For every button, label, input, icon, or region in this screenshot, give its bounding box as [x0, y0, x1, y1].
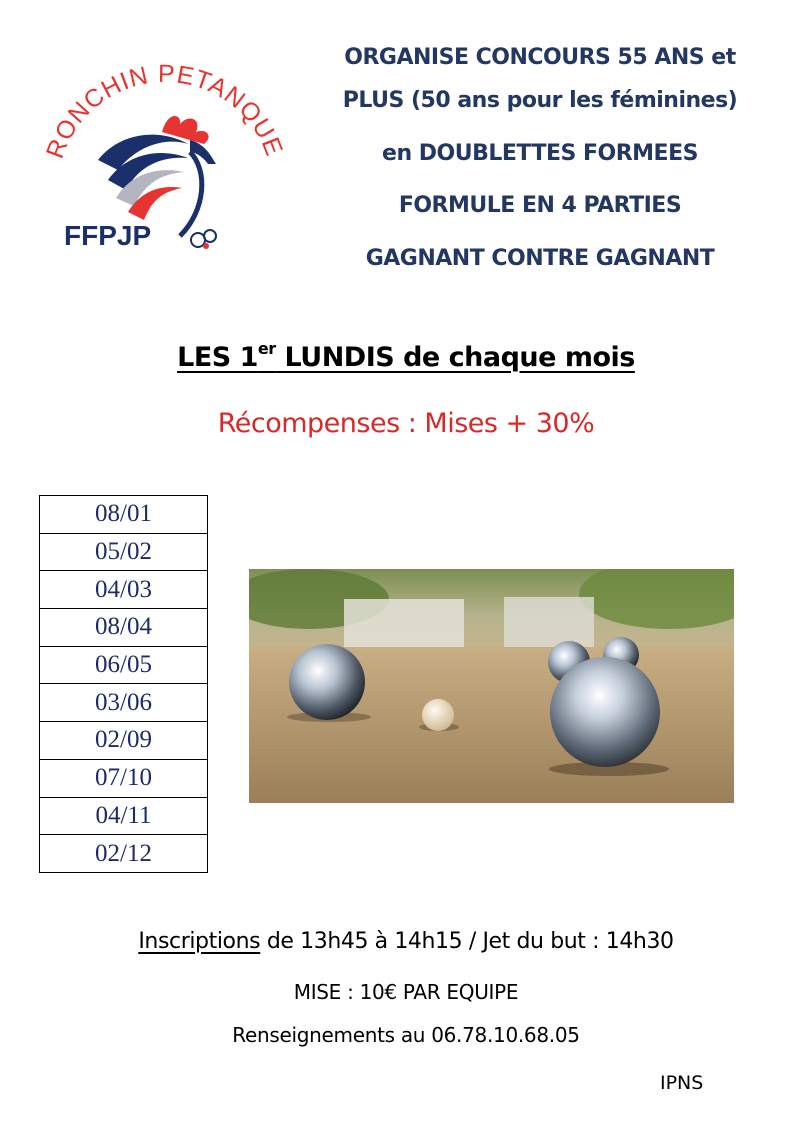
rewards-text: Récompenses : Mises + 30%: [217, 408, 595, 439]
dates-table: [39, 495, 208, 873]
registration-times: de 13h45 à 14h15 / Jet du but : 14h30: [260, 929, 674, 954]
main-heading: [0, 339, 794, 373]
heading-les: LES 1: [177, 342, 258, 373]
rooster-logo-icon: [30, 40, 290, 260]
contact-info: Renseignements au 06.78.10.68.05: [232, 1023, 580, 1047]
date-cell: 02/09: [40, 722, 208, 760]
table-row: [40, 797, 208, 835]
date-cell: 02/12: [40, 835, 208, 873]
heading-superscript: er: [257, 339, 276, 358]
date-cell: 08/01: [40, 496, 208, 534]
club-logo: [30, 40, 290, 260]
header-line-1: ORGANISE CONCOURS 55 ANS et: [344, 45, 736, 70]
registration-text: [0, 929, 794, 954]
ipns-mark: IPNS: [660, 1072, 704, 1094]
header-line-5: GAGNANT CONTRE GAGNANT: [365, 246, 715, 271]
table-row: [40, 533, 208, 571]
header-line-3: en DOUBLETTES FORMEES: [382, 141, 698, 166]
table-row: [40, 759, 208, 797]
logo-club-name: RONCHIN PETANQUE: [40, 59, 289, 163]
table-row: [40, 684, 208, 722]
date-cell: 06/05: [40, 646, 208, 684]
date-cell: 04/03: [40, 571, 208, 609]
date-cell: 05/02: [40, 533, 208, 571]
table-row: [40, 835, 208, 873]
table-row: [40, 496, 208, 534]
date-cell: 04/11: [40, 797, 208, 835]
header-line-4: FORMULE EN 4 PARTIES: [398, 193, 682, 218]
date-cell: 07/10: [40, 759, 208, 797]
date-cell: 08/04: [40, 609, 208, 647]
heading-rest: LUNDIS de chaque mois: [275, 342, 635, 373]
table-row: [40, 609, 208, 647]
header-line-2: PLUS (50 ans pour les féminines): [342, 88, 738, 113]
date-cell: 03/06: [40, 684, 208, 722]
table-row: [40, 571, 208, 609]
logo-federation: FFPJP: [64, 220, 152, 251]
table-row: [40, 646, 208, 684]
petanque-balls-photo: [249, 569, 734, 803]
table-row: [40, 722, 208, 760]
stake-text: MISE : 10€ PAR EQUIPE: [293, 980, 519, 1004]
registration-label: Inscriptions: [138, 929, 261, 954]
